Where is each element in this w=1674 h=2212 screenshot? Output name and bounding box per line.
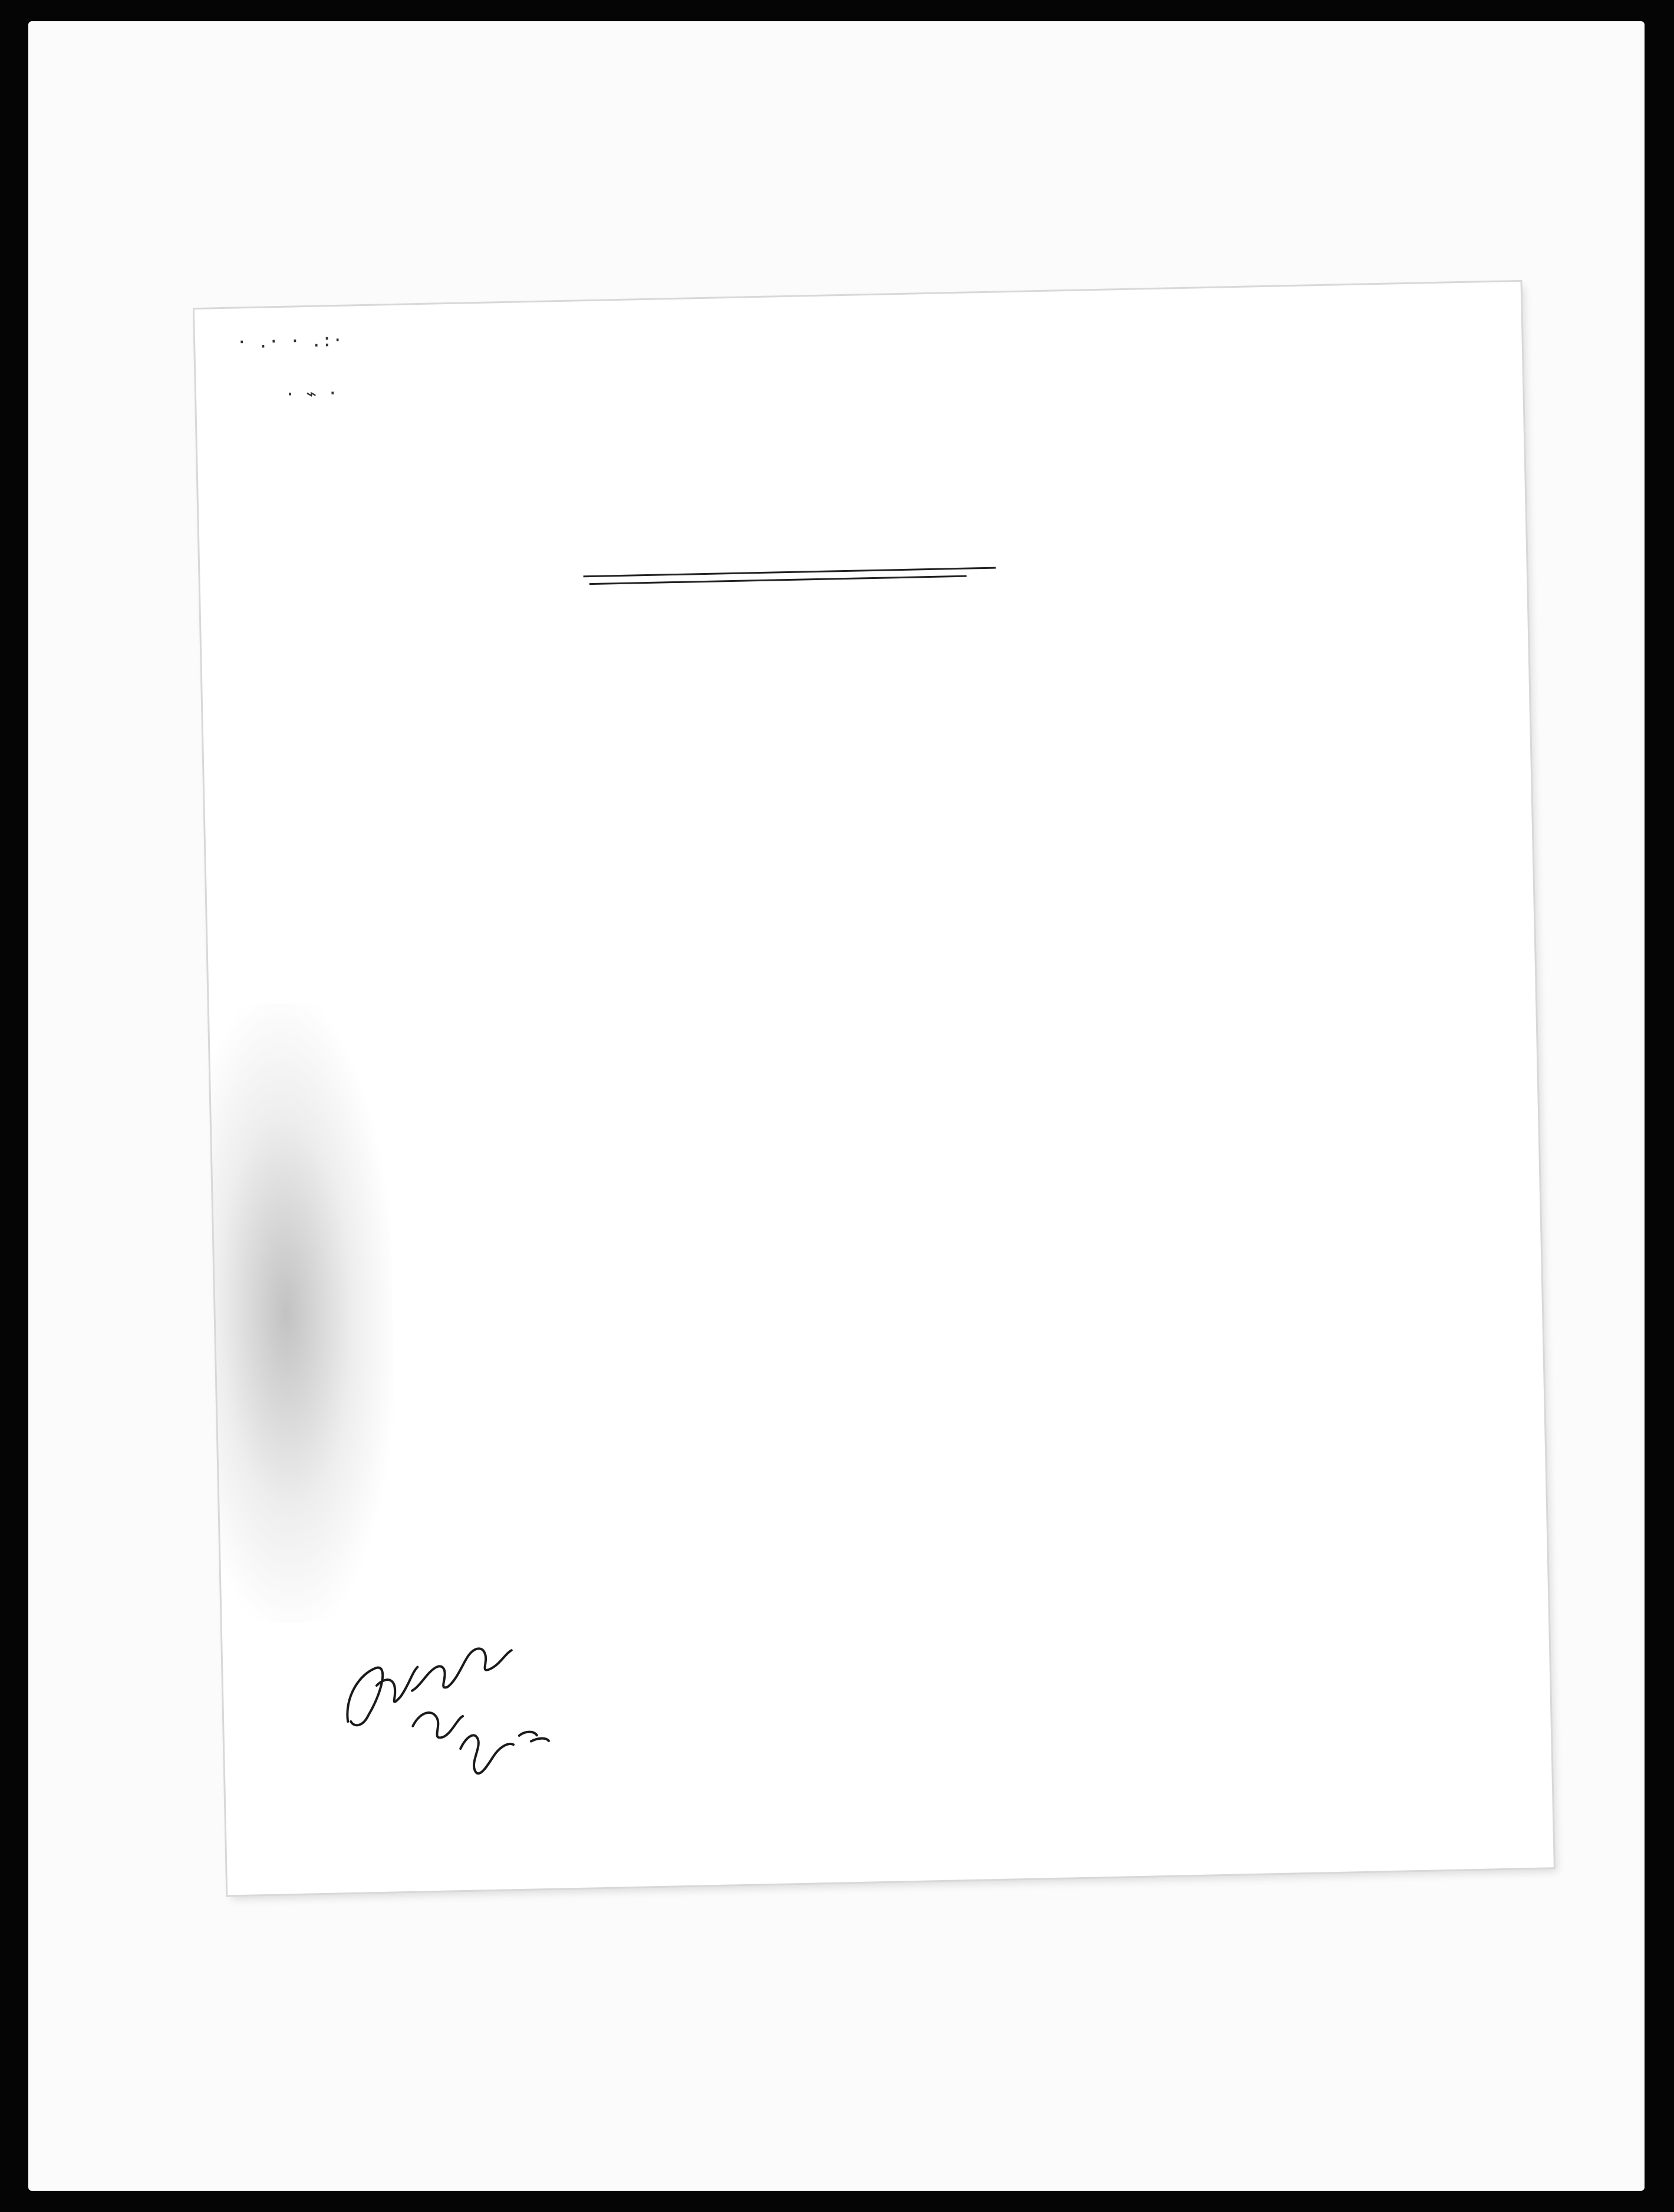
stain-dots: · ⌁ · <box>284 383 338 405</box>
title-underline <box>589 575 967 585</box>
document-page <box>195 282 1554 1895</box>
stain-dots: · .· · .:· <box>236 330 344 353</box>
smudge-mark <box>209 1001 399 1624</box>
handwritten-signature <box>340 1629 556 1798</box>
